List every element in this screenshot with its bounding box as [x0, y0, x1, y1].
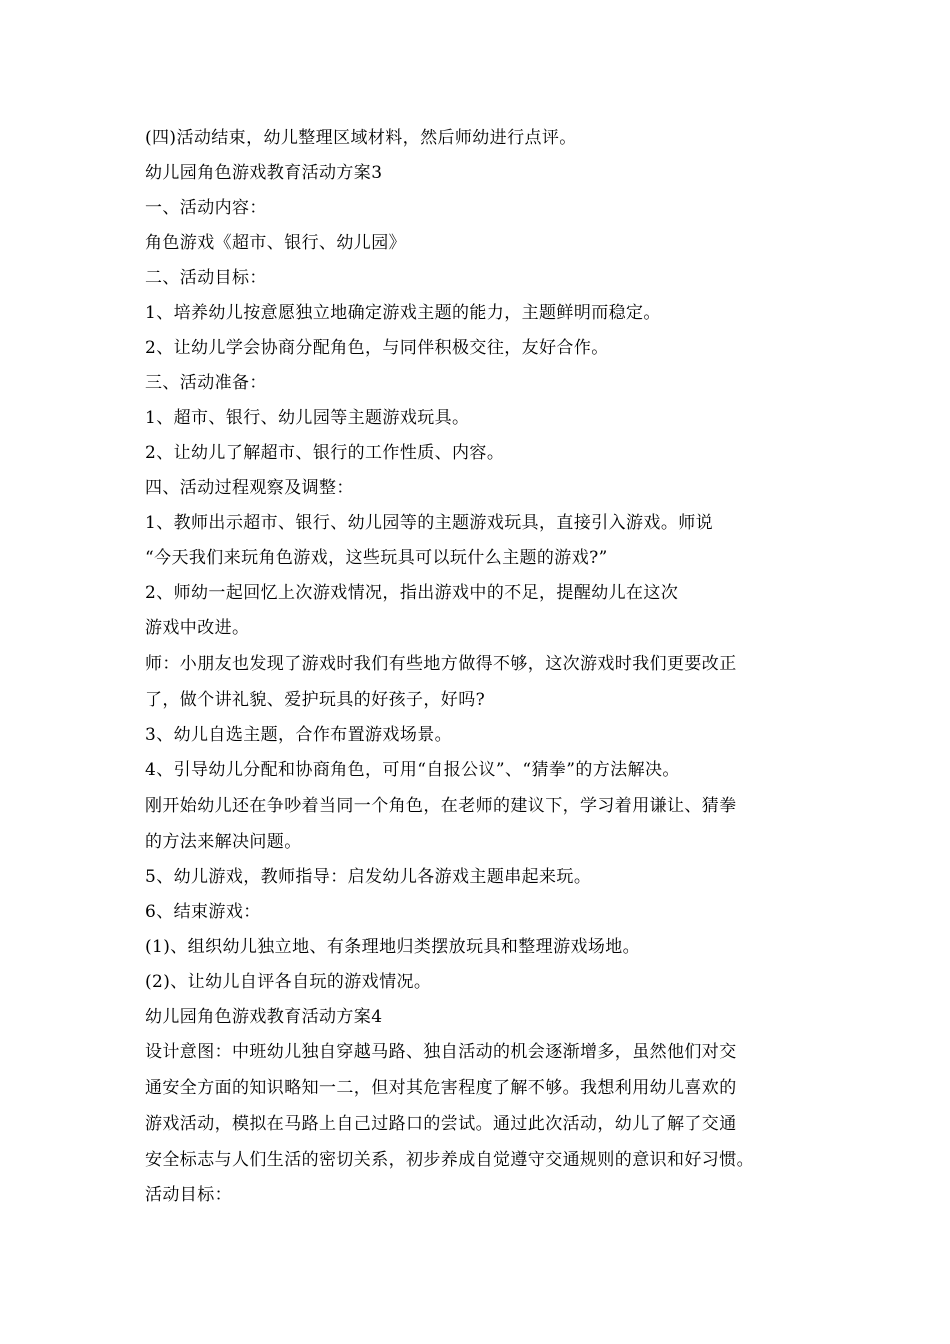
- text-line: 刚开始幼儿还在争吵着当同一个角色，在老师的建议下，学习着用谦让、猜拳: [145, 796, 737, 816]
- text-line: 四、活动过程观察及调整：: [145, 478, 354, 498]
- text-line: (四)活动结束，幼儿整理区域材料，然后师幼进行点评。: [145, 128, 577, 148]
- text-line: 5、幼儿游戏，教师指导：启发幼儿各游戏主题串起来玩。: [145, 867, 592, 887]
- text-line: 2、让幼儿了解超市、银行的工作性质、内容。: [145, 443, 505, 463]
- text-line: 师：小朋友也发现了游戏时我们有些地方做得不够，这次游戏时我们更要改正: [145, 654, 737, 674]
- text-line: 1、教师出示超市、银行、幼儿园等的主题游戏玩具，直接引入游戏。师说: [145, 513, 714, 533]
- text-line: 4、引导幼儿分配和协商角色，可用“自报公议”、“猜拳”的方法解决。: [145, 760, 680, 780]
- text-line: (2)、让幼儿自评各自玩的游戏情况。: [145, 972, 432, 992]
- text-line: 了，做个讲礼貌、爱护玩具的好孩子，好吗?: [145, 690, 486, 710]
- text-line: 游戏中改进。: [145, 618, 250, 638]
- text-line: 2、让幼儿学会协商分配角色，与同伴积极交往，友好合作。: [145, 338, 609, 358]
- text-line: 通安全方面的知识略知一二，但对其危害程度了解不够。我想利用幼儿喜欢的: [145, 1078, 737, 1098]
- text-line: 的方法来解决问题。: [145, 832, 302, 852]
- text-line: (1)、组织幼儿独立地、有条理地归类摆放玩具和整理游戏场地。: [145, 937, 641, 957]
- text-line: 安全标志与人们生活的密切关系，初步养成自觉遵守交通规则的意识和好习惯。: [145, 1150, 754, 1170]
- section-heading: 幼儿园角色游戏教育活动方案3: [145, 163, 383, 183]
- text-line: 3、幼儿自选主题，合作布置游戏场景。: [145, 725, 453, 745]
- text-line: 二、活动目标：: [145, 268, 267, 288]
- text-line: 6、结束游戏：: [145, 902, 261, 922]
- text-line: 游戏活动，模拟在马路上自己过路口的尝试。通过此次活动，幼儿了解了交通: [145, 1114, 737, 1134]
- text-line: 1、超市、银行、幼儿园等主题游戏玩具。: [145, 408, 470, 428]
- text-line: “今天我们来玩角色游戏，这些玩具可以玩什么主题的游戏?”: [145, 548, 608, 568]
- text-line: 1、培养幼儿按意愿独立地确定游戏主题的能力，主题鲜明而稳定。: [145, 303, 661, 323]
- text-line: 三、活动准备：: [145, 373, 267, 393]
- text-line: 2、师幼一起回忆上次游戏情况，指出游戏中的不足，提醒幼儿在这次: [145, 583, 679, 603]
- text-line: 设计意图：中班幼儿独自穿越马路、独自活动的机会逐渐增多，虽然他们对交: [145, 1042, 737, 1062]
- section-heading: 幼儿园角色游戏教育活动方案4: [145, 1007, 383, 1027]
- text-line: 角色游戏《超市、银行、幼儿园》: [145, 233, 406, 253]
- text-line: 一、活动内容：: [145, 198, 267, 218]
- text-line: 活动目标：: [145, 1185, 232, 1205]
